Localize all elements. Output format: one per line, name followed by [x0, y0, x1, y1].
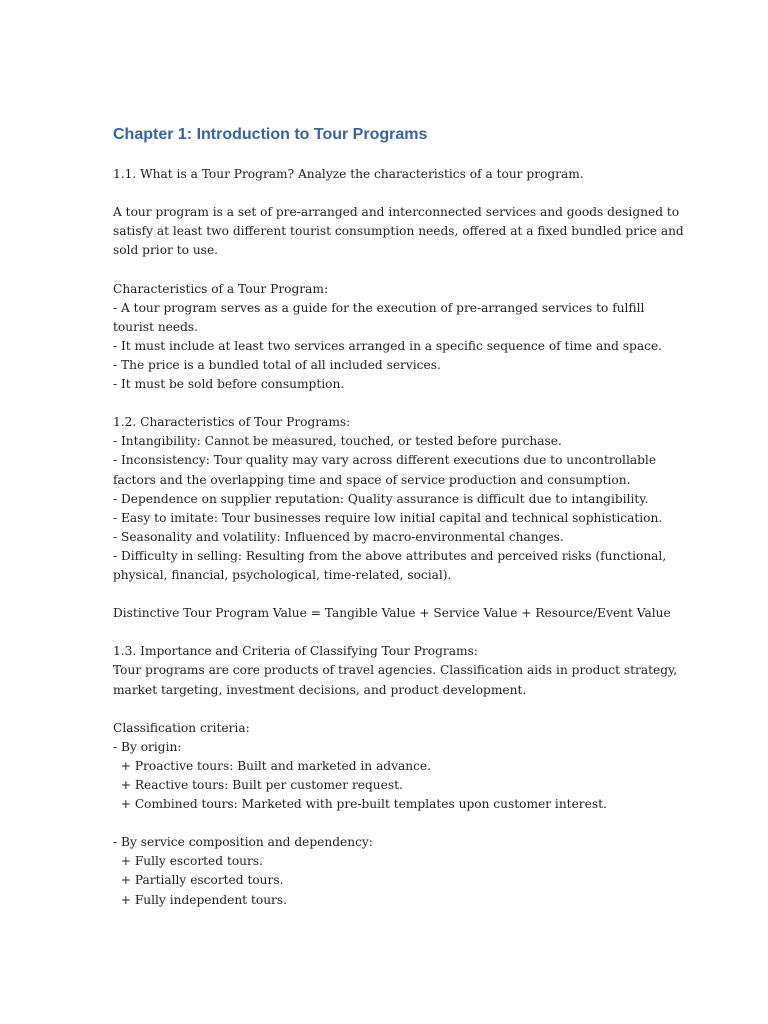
chapter-title: Chapter 1: Introduction to Tour Programs: [113, 126, 428, 143]
document-content: [113, 124, 693, 910]
document-body: 1.1. What is a Tour Program? Analyze the characteristics of a tour program. A tour program is a set of pre-arranged and interconnected services and goods designed to satisfy at least two different tourist consumption needs, offered at a fixed bundled price and sold prior to use. Characteristics of a Tour Program: - A tour program serves as a guide for the execution of pre-arranged services to fulfill tourist needs. - It must include at least two services arranged in a specific sequence of time and space. - The price is a bundled total of all included services. - It must be sold before consumption. 1.2. Characteristics of Tour Programs: - Intangibility: Cannot be measured, touched, or tested before purchase. - Inconsistency: Tour quality may vary across different executions due to uncontrollable factors and the overlapping time and space of service production and consumption. - Dependence on supplier reputation: Quality assurance is difficult due to intangibility. - Easy to imitate: Tour businesses require low initial capital and technical sophistication. - Seasonality and volatility: Influenced by macro-environmental changes. - Difficulty in selling: Resulting from the above attributes and perceived risks (functional, physical, financial, psychological, time-related, social). Distinctive Tour Program Value = Tangible Value + Service Value + Resource/Event Value 1.3. Importance and Criteria of Classifying Tour Programs: Tour programs are core products of travel agencies. Classification aids in product strategy, market targeting, investment decisions, and product development. Classification criteria: - By origin: + Proactive tours: Built and marketed in advance. + Reactive tours: Built per customer request. + Combined tours: Marketed with pre-built templates upon customer interest. - By service composition and dependency: + Fully escorted tours. + Partially escorted tours. + Fully independent tours.: [113, 167, 684, 907]
